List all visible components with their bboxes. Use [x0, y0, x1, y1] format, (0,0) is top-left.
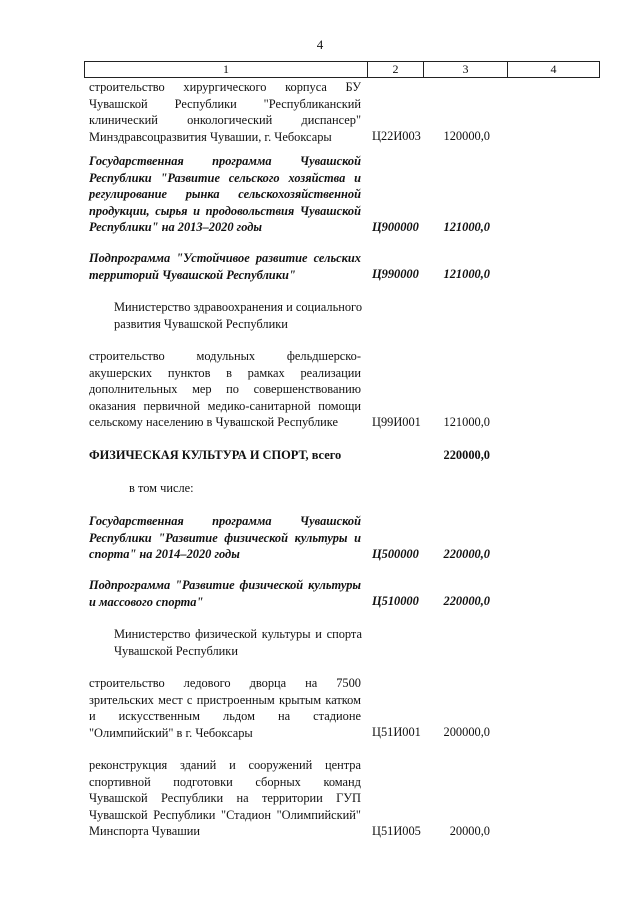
- row-description: Министерство здравоохранения и социального развития Чувашской Республики: [114, 300, 363, 331]
- row-description: Государственная программа Чувашской Республики "Развитие сельского хозяйства и регулирование рынка сельскохозяйственной продукции, сырья и продовольствия Чувашской Республики" на 2013–2020 годы: [89, 154, 361, 234]
- row-amount: 121000,0: [443, 267, 490, 281]
- header-col-1: 1: [85, 62, 368, 77]
- page-number: 4: [316, 37, 324, 52]
- header-col-4: 4: [550, 62, 557, 76]
- row-amount: 220000,0: [443, 448, 490, 462]
- table-header: [84, 61, 600, 78]
- row-description: реконструкция зданий и сооружений центра спортивной подготовки сборных команд Чувашской Республики на территории ГУП Чувашской Республики "Стадион "Олимпийский" Минспорта Чувашии: [89, 758, 361, 838]
- header-col-2: 2: [368, 62, 424, 77]
- row-description: строительство ледового дворца на 7500 зрительских мест с пристроенным крытым катком и искусственным льдом на стадионе "Олимпийский" в г. Чебоксары: [89, 676, 361, 740]
- row-code: Ц900000: [372, 220, 419, 234]
- row-code: Ц510000: [372, 594, 419, 608]
- row-amount: 120000,0: [443, 129, 490, 143]
- row-amount: 121000,0: [443, 415, 490, 429]
- row-amount: 200000,0: [443, 725, 490, 739]
- row-amount: 220000,0: [443, 594, 490, 608]
- row-code: Ц22И003: [372, 129, 421, 143]
- row-amount: 20000,0: [449, 824, 490, 838]
- row-description: строительство модульных фельдшерско-акушерских пунктов в рамках реализации дополнительных мер по совершенствованию оказания первичной медико-санитарной помощи сельскому населению в Чувашской Республике: [89, 349, 361, 429]
- row-amount: 121000,0: [443, 220, 490, 234]
- row-code: Ц500000: [372, 547, 419, 561]
- row-description: строительство хирургического корпуса БУ Чувашской Республики "Республиканский клинический онкологический диспансер" Минздравсоцразвития Чувашии, г. Чебоксары: [89, 80, 361, 144]
- row-code: Ц51И001: [372, 725, 421, 739]
- row-description: в том числе:: [129, 481, 194, 495]
- row-description: Министерство физической культуры и спорта Чувашской Республики: [114, 627, 362, 658]
- row-code: Ц99И001: [372, 415, 421, 429]
- row-description: ФИЗИЧЕСКАЯ КУЛЬТУРА И СПОРТ, всего: [89, 448, 342, 462]
- row-amount: 220000,0: [443, 547, 490, 561]
- header-col-3: 3: [424, 62, 508, 77]
- row-description: Подпрограмма "Развитие физической культуры и массового спорта": [89, 578, 361, 609]
- row-code: Ц51И005: [372, 824, 421, 838]
- row-code: Ц990000: [372, 267, 419, 281]
- row-description: Подпрограмма "Устойчивое развитие сельских территорий Чувашской Республики": [89, 251, 361, 282]
- row-description: Государственная программа Чувашской Республики "Развитие физической культуры и спорта" на 2014–2020 годы: [89, 514, 361, 561]
